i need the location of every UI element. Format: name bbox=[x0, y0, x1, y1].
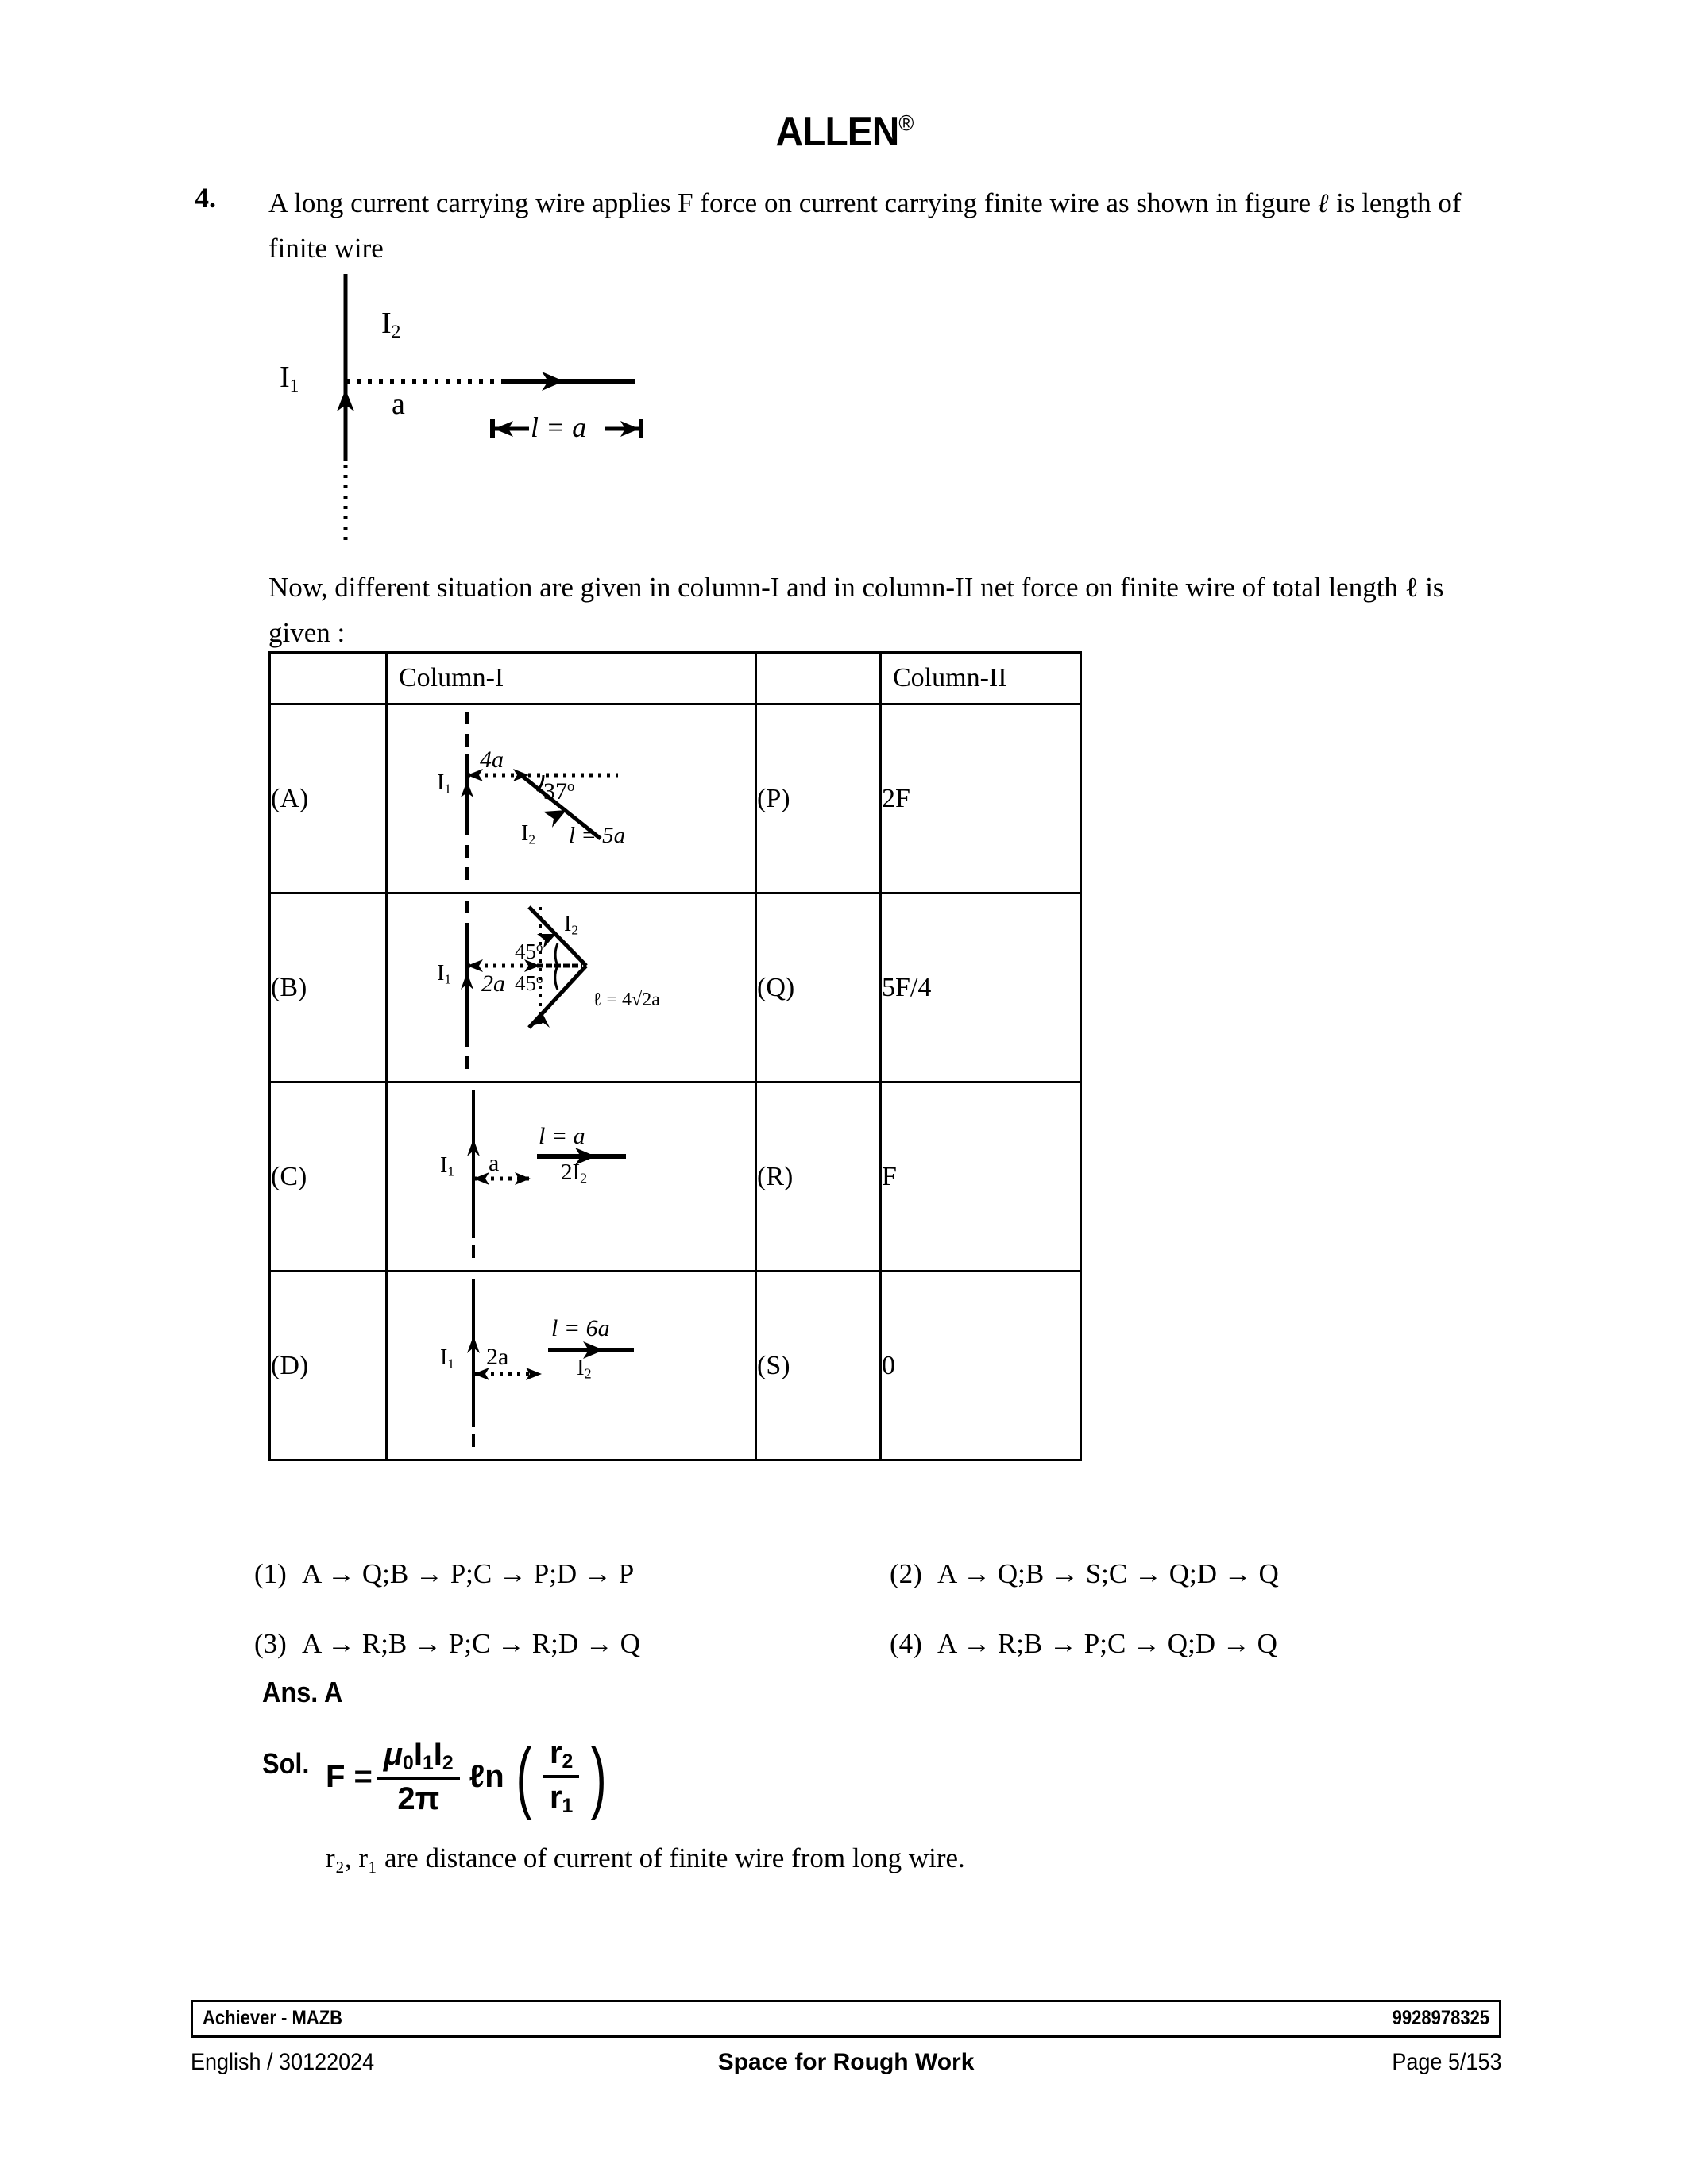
figure-a-label-length: l = 5a bbox=[569, 823, 626, 848]
options-row-1 bbox=[254, 1558, 1525, 1590]
figure-c-label-I2: $2I_2$ bbox=[561, 1160, 588, 1187]
row-figure-d bbox=[387, 1271, 756, 1461]
option-3-text: A → R;B → P;C → R;D → Q bbox=[302, 1628, 640, 1659]
main-figure-label-a: a bbox=[392, 388, 405, 421]
match-value-r: F bbox=[881, 1082, 1081, 1271]
main-figure bbox=[278, 266, 723, 552]
options-row-2 bbox=[254, 1628, 1525, 1660]
figure-a-label-distance: 4a bbox=[480, 747, 504, 773]
figure-d-label-I2: $I_2$ bbox=[577, 1355, 592, 1382]
option-4-number: (4) bbox=[890, 1628, 922, 1659]
figure-c-label-length: l = a bbox=[539, 1123, 585, 1149]
match-value-s: 0 bbox=[881, 1271, 1081, 1461]
table-header-row bbox=[270, 653, 1081, 704]
main-figure-label-I1: $I_1$ bbox=[280, 361, 299, 396]
main-figure-svg bbox=[278, 266, 723, 552]
option-1-text: A → Q;B → P;C → P;D → P bbox=[302, 1558, 635, 1589]
table-row bbox=[270, 1271, 1081, 1461]
figure-b-label-angle-top: 45$^o$ bbox=[515, 940, 543, 964]
footer-box-left: Achiever - MAZB bbox=[203, 2007, 343, 2029]
figure-c-label-distance: a bbox=[489, 1150, 500, 1176]
figure-b-label-angle-bottom: 45$^o$ bbox=[515, 971, 543, 996]
option-1-number: (1) bbox=[254, 1558, 287, 1589]
row-figure-b bbox=[387, 893, 756, 1082]
question-text-part1: A long current carrying wire applies F force on current carrying finite wire as shown in figure bbox=[268, 187, 1318, 218]
footer-box-right: 9928978325 bbox=[1392, 2007, 1489, 2029]
row-label-d: (D) bbox=[270, 1271, 387, 1461]
figure-b-label-distance: 2a bbox=[481, 970, 505, 997]
formula-numerator: $\mu_0I_1I_2$ bbox=[383, 1736, 454, 1774]
figure-b-label-length: ℓ = 4√2a bbox=[593, 990, 660, 1010]
question-text-part2: is length of finite wire bbox=[268, 187, 1462, 264]
option-2-number: (2) bbox=[890, 1558, 922, 1589]
formula-main-fraction bbox=[377, 1737, 460, 1817]
figure-d-label-distance: 2a bbox=[486, 1344, 509, 1370]
main-figure-label-I2: $I_2$ bbox=[381, 307, 401, 342]
option-1[interactable] bbox=[254, 1558, 890, 1590]
table-row bbox=[270, 1082, 1081, 1271]
answer-options bbox=[254, 1558, 1525, 1698]
match-label-p: (P) bbox=[756, 704, 881, 893]
option-4-text: A → R;B → P;C → Q;D → Q bbox=[937, 1628, 1277, 1659]
question-number: 4. bbox=[195, 182, 216, 214]
row-label-b: (B) bbox=[270, 893, 387, 1082]
solution-formula bbox=[326, 1732, 614, 1822]
registered-mark-icon: ® bbox=[898, 110, 913, 136]
allen-logo bbox=[0, 109, 1688, 155]
main-figure-label-length: l = a bbox=[531, 411, 587, 443]
match-columns-table bbox=[268, 651, 1082, 1461]
row-label-c: (C) bbox=[270, 1082, 387, 1271]
option-3-number: (3) bbox=[254, 1628, 287, 1659]
solution-note: r₂, r₁ are distance of current of finite wire from long wire. bbox=[326, 1843, 965, 1873]
header-cell-blank2 bbox=[756, 653, 881, 704]
figure-d-label-length: l = 6a bbox=[551, 1315, 610, 1341]
match-label-s: (S) bbox=[756, 1271, 881, 1461]
option-3[interactable] bbox=[254, 1628, 890, 1660]
question-text bbox=[268, 181, 1496, 271]
solution-label: Sol. bbox=[262, 1747, 310, 1780]
footer-right: Page 5/153 bbox=[1391, 2049, 1501, 2075]
formula-ln: ℓn bbox=[469, 1758, 504, 1794]
option-2[interactable] bbox=[890, 1558, 1525, 1590]
logo-text: ALLEN bbox=[775, 109, 898, 155]
row-figure-c bbox=[387, 1082, 756, 1271]
footer-center: Space for Rough Work bbox=[717, 2049, 975, 2075]
header-cell-column-ii: Column-II bbox=[881, 653, 1081, 704]
answer-label: Ans. A bbox=[262, 1676, 343, 1708]
header-cell-blank1 bbox=[270, 653, 387, 704]
option-2-text: A → Q;B → S;C → Q;D → Q bbox=[937, 1558, 1279, 1589]
formula-ratio-bot: $r_1$ bbox=[549, 1780, 574, 1818]
figure-d-label-I1: $I_1$ bbox=[440, 1345, 455, 1372]
formula-ratio-fraction bbox=[543, 1735, 579, 1818]
match-label-q: (Q) bbox=[756, 893, 881, 1082]
match-value-q: 5F/4 bbox=[881, 893, 1081, 1082]
figure-b-label-I1: $I_1$ bbox=[437, 961, 452, 987]
ell-symbol: ℓ bbox=[1317, 189, 1330, 218]
table-row bbox=[270, 704, 1081, 893]
row-figure-a bbox=[387, 704, 756, 893]
figure-a-label-I1: $I_1$ bbox=[437, 770, 452, 797]
formula-ratio-top: $r_2$ bbox=[549, 1735, 574, 1773]
table-row bbox=[270, 893, 1081, 1082]
right-paren-icon: ) bbox=[591, 1732, 607, 1822]
formula-lhs: F = bbox=[326, 1758, 373, 1794]
row-label-a: (A) bbox=[270, 704, 387, 893]
figure-a-label-I2: $I_2$ bbox=[521, 821, 536, 847]
footer-box bbox=[191, 2000, 1501, 2038]
header-cell-column-i: Column-I bbox=[387, 653, 756, 704]
figure-b-label-I2: $I_2$ bbox=[564, 912, 579, 938]
left-paren-icon: ( bbox=[516, 1732, 532, 1822]
footer-left: English / 30122024 bbox=[191, 2049, 375, 2075]
match-label-r: (R) bbox=[756, 1082, 881, 1271]
figure-a-label-angle: 37$^o$ bbox=[543, 778, 575, 805]
footer-line bbox=[191, 2049, 1501, 2089]
match-value-p: 2F bbox=[881, 704, 1081, 893]
pre-table-text: Now, different situation are given in column-I and in column-II net force on finite wire of total length ℓ is given : bbox=[268, 572, 1444, 648]
formula-denominator: 2π bbox=[397, 1781, 440, 1816]
figure-c-label-I1: $I_1$ bbox=[440, 1153, 455, 1179]
option-4[interactable] bbox=[890, 1628, 1525, 1660]
